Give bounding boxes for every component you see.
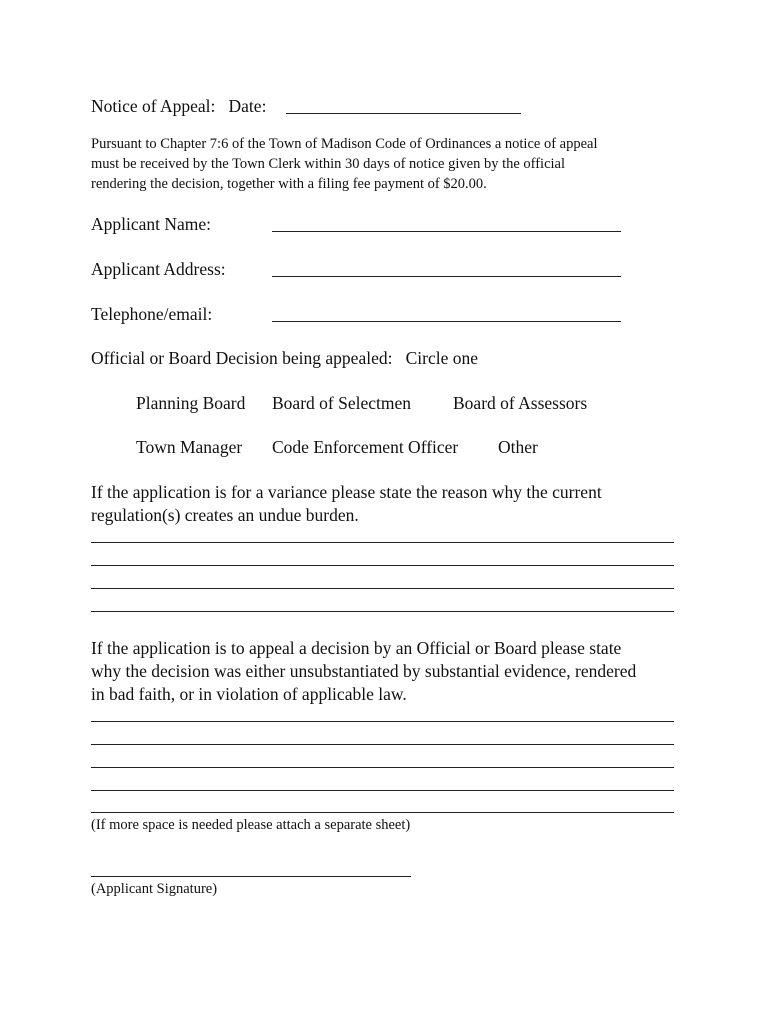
applicant-name-line[interactable] [272,231,621,232]
variance-answer-line[interactable] [91,611,674,612]
date-field-line[interactable] [286,113,521,114]
appeal-answer-line[interactable] [91,721,674,722]
notice-label: Notice of Appeal: [91,96,216,116]
applicant-address-label: Applicant Address: [91,259,226,279]
variance-line-1: If the application is for a variance please state the reason why the current [91,482,602,502]
appeal-answer-line[interactable] [91,767,674,768]
intro-line-1: Pursuant to Chapter 7:6 of the Town of Madison Code of Ordinances a notice of appeal [91,136,598,152]
variance-answer-line[interactable] [91,588,674,589]
applicant-name-label: Applicant Name: [91,214,212,234]
telephone-email-label: Telephone/email: [91,304,213,324]
option-board-of-assessors[interactable]: Board of Assessors [453,393,588,413]
option-code-enforcement-officer[interactable]: Code Enforcement Officer [272,437,459,457]
applicant-address-line[interactable] [272,276,621,277]
intro-line-3: rendering the decision, together with a filing fee payment of $20.00. [91,176,487,192]
circle-one-text: Circle one [405,348,478,368]
option-other[interactable]: Other [498,437,538,457]
signature-line[interactable] [91,876,411,877]
variance-answer-line[interactable] [91,565,674,566]
telephone-email-line[interactable] [272,321,621,322]
intro-line-2: must be received by the Town Clerk within 30 days of notice given by the official [91,156,566,172]
appeal-answer-line[interactable] [91,744,674,745]
appeal-line-1: If the application is to appeal a decision by an Official or Board please state [91,638,622,658]
appeal-line-2: why the decision was either unsubstantiated by substantial evidence, rendered [91,661,637,681]
variance-answer-line[interactable] [91,542,674,543]
variance-line-2: regulation(s) creates an undue burden. [91,505,359,525]
appeal-answer-line[interactable] [91,812,674,813]
date-label: Date: [228,96,267,116]
decision-prompt [91,348,478,369]
option-board-of-selectmen[interactable]: Board of Selectmen [272,393,411,413]
option-town-manager[interactable]: Town Manager [136,437,243,457]
option-planning-board[interactable]: Planning Board [136,393,246,413]
more-space-note: (If more space is needed please attach a separate sheet) [91,817,411,833]
signature-label: (Applicant Signature) [91,881,218,897]
notice-title [91,96,266,117]
appeal-line-3: in bad faith, or in violation of applicable law. [91,684,407,704]
decision-prompt-text: Official or Board Decision being appealed: [91,348,393,368]
appeal-answer-line[interactable] [91,790,674,791]
